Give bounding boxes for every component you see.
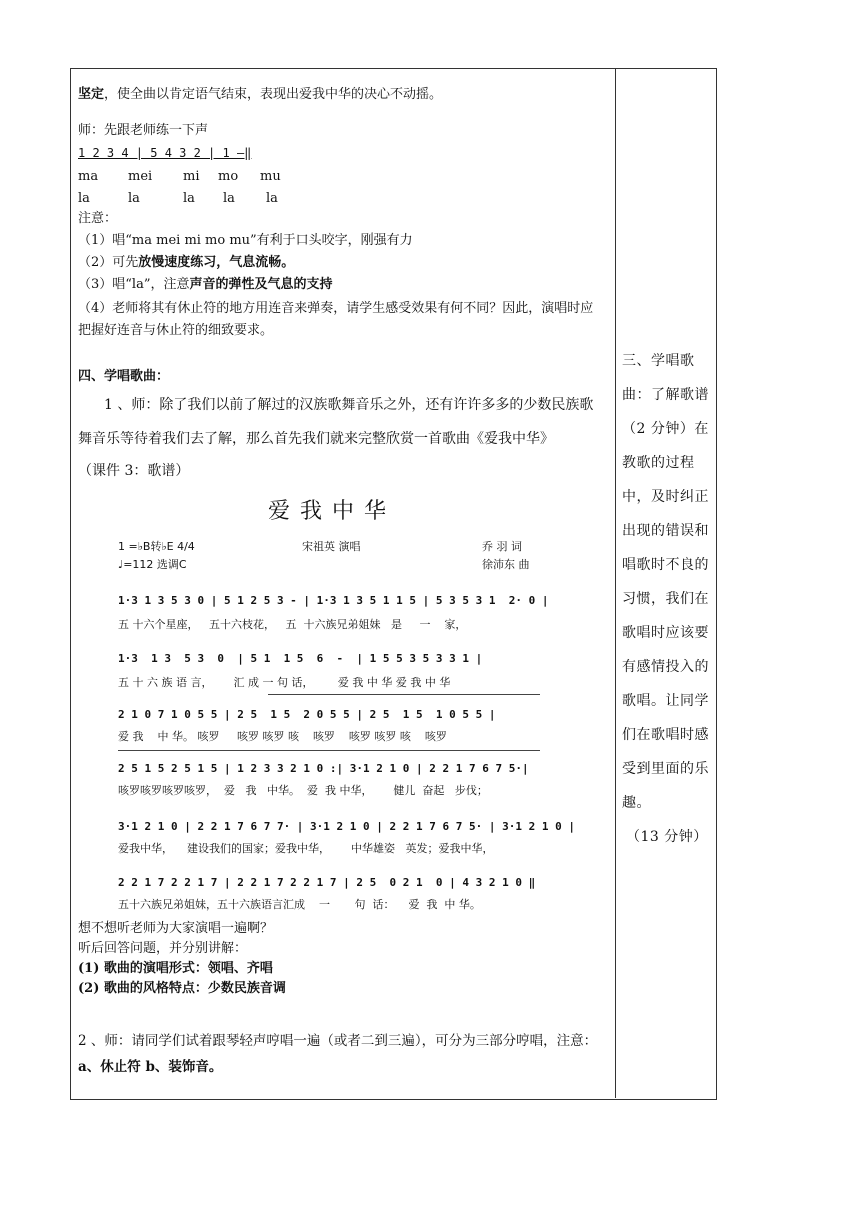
bold-word: 坚定 — [78, 87, 105, 102]
score-composer: 徐沛东 曲 — [482, 558, 530, 571]
score-singer: 宋祖英 演唱 — [302, 540, 361, 553]
answer-2: (2) 歌曲的风格特点：少数民族音调 — [78, 981, 286, 996]
section-4-step-2 — [78, 1028, 606, 1080]
conclusion-text: ，使全曲以肯定语气结束，表现出爱我中华的决心不动摇。 — [104, 87, 443, 102]
note-2 — [78, 254, 294, 272]
syl: la — [78, 191, 90, 206]
syl: la — [128, 191, 140, 206]
note-1: （1）唱“ma mei mi mo mu”有利于口头咬字，刚强有力 — [78, 233, 413, 248]
note-2-b: 放慢速度练习，气息流畅。 — [138, 255, 295, 270]
score-line — [118, 750, 540, 751]
note-label: 注意： — [78, 211, 118, 226]
syl: ma — [78, 169, 99, 184]
score-lyrics-row: 五 十 六 族 语 言， 汇 成 一 句 话， 爱 我 中 华 爱 我 中 华 — [118, 676, 451, 689]
warmup-intro: 师：先跟老师练一下声 — [78, 123, 209, 138]
score-notes-row: 2 2 1 7 2 2 1 7 | 2 2 1 7 2 2 1 7 | 2 5 0 2 1 0 | 4 3 2 1 0 ‖ — [118, 876, 536, 889]
syl: la — [183, 191, 195, 206]
syl: la — [266, 191, 278, 206]
warmup-notes: 1 2 3 4 | 5 4 3 2 | 1 —‖ — [78, 146, 252, 160]
note-3 — [78, 276, 333, 294]
question-2: 听后回答问题，并分别讲解： — [78, 941, 248, 956]
score-lyrics-row: 爱 我 中 华。 咳罗 咳罗 咳罗 咳 咳罗 咳罗 咳罗 咳 咳罗 — [118, 730, 447, 743]
score-notes-row: 2 5 1 5 2 5 1 5 | 1 2 3 3 2 1 0 :| 3·1 2 1 0 | 2 2 1 7 6 7 5·| — [118, 762, 529, 775]
score-lyrics-row: 五十六族兄弟姐妹，五十六族语言汇成 一 句 话： 爱 我 中 华。 — [118, 898, 481, 911]
step-2-text: 2 、师：请同学们试着跟琴轻声哼唱一遍（或者二到三遍），可分为三部分哼唱，注意： — [78, 1033, 598, 1049]
score-key: 1 =♭B转♭E 4/4 — [118, 540, 195, 553]
note-2-a: （2）可先 — [78, 255, 139, 270]
courseware-note: （课件 3：歌谱） — [78, 463, 190, 479]
syl: mi — [183, 169, 200, 184]
teaching-notes: 三、学唱歌曲：了解歌谱（2 分钟）在教歌的过程中，及时纠正出现的错误和唱歌时不良的习惯，我们在歌唱时应该要有感情投入的歌唱。让同学们在歌唱时感受到里面的乐趣。 — [622, 353, 709, 811]
note-3-a: （3）唱“la”，注意 — [78, 277, 190, 292]
score-lyrics-row: 爱我中华， 建设我们的国家；爱我中华， 中华雄姿 英发；爱我中华， — [118, 842, 494, 855]
score-tempo: ♩=112 选调C — [118, 558, 187, 571]
teaching-time: （13 分钟） — [626, 829, 708, 845]
column-divider — [615, 68, 616, 1098]
score-lyricist: 乔 羽 词 — [482, 540, 522, 553]
score-notes-row: 2 1 0 7 1 0 5 5 | 2 5 1 5 2 0 5 5 | 2 5 1 5 1 0 5 5 | — [118, 708, 496, 721]
note-3-b: 声音的弹性及气息的支持 — [189, 277, 333, 292]
score-title: 爱我中华 — [268, 499, 397, 524]
conclusion-line — [78, 86, 442, 104]
syl: mu — [260, 169, 281, 184]
section-4-paragraph: 1 、师：除了我们以前了解过的汉族歌舞音乐之外，还有许许多多的少数民族歌舞音乐等待着我们去了解，那么首先我们就来完整欣赏一首歌曲《爱我中华》 — [78, 397, 594, 447]
score-notes-row: 1·3 1 3 5 3 0 | 5 1 1 5 6 - | 1 5 5 3 5 3 3 1 | — [118, 652, 483, 665]
note-4: （4）老师将其有休止符的地方用连音来弹奏，请学生感受效果有何不同？因此，演唱时应把握好连音与休止符的细致要求。 — [78, 301, 594, 338]
score-lyrics-row: 咳罗咳罗咳罗咳罗， 爱 我 中华。 爱 我 中华， 健儿 奋起 步伐； — [118, 784, 488, 797]
syl: la — [223, 191, 235, 206]
score-lyrics-row: 五 十六个星座， 五十六枝花， 五 十六族兄弟姐妹 是 一 家， — [118, 618, 467, 631]
syl: mo — [218, 169, 239, 184]
score-notes-row: 3·1 2 1 0 | 2 2 1 7 6 7 7· | 3·1 2 1 0 | 2 2 1 7 6 7 5· | 3·1 2 1 0 | — [118, 820, 575, 833]
score-notes-row: 1·3 1 3 5 3 0 | 5 1 2 5 3 - | 1·3 1 3 5 1 1 5 | 5 3 5 3 1 2· 0 | — [118, 594, 549, 607]
question-1: 想不想听老师为大家演唱一遍啊？ — [78, 921, 274, 936]
answer-1: (1) 歌曲的演唱形式：领唱、齐唱 — [78, 961, 273, 976]
teaching-notes-column — [622, 344, 710, 854]
syl: mei — [128, 169, 153, 184]
score-line — [268, 694, 540, 695]
step-2-bold: a、休止符 b、装饰音。 — [78, 1059, 223, 1075]
section-4-heading: 四、学唱歌曲： — [78, 369, 170, 384]
